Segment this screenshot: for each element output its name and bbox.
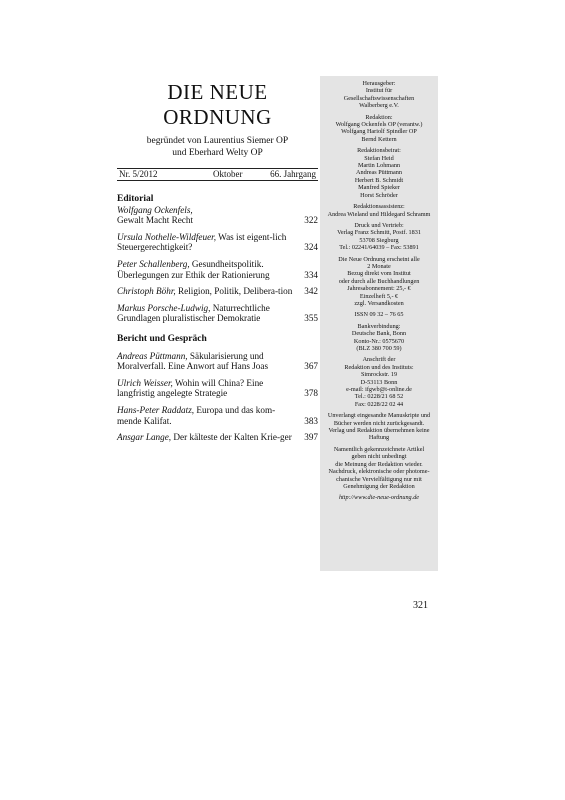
entry-title: Europa und das kom-mende Kalifat.	[117, 404, 276, 426]
board-block	[320, 147, 438, 199]
journal-title	[117, 80, 318, 130]
entry-author: Markus Porsche-Ludwig,	[117, 302, 211, 313]
imprint-line: Verlag Franz Schmitt, Postf. 1831	[337, 229, 421, 237]
entry-author: Peter Schallenberg,	[117, 258, 190, 269]
imprint-line: Simrockstr. 19	[360, 371, 398, 379]
imprint-line: oder durch alle Buchhandlungen	[338, 277, 420, 285]
entry-title: Was ist eigent-lich Steuergerechtigkeit?	[117, 231, 287, 253]
imprint-line: Nachdruck, elektronische oder photome-	[328, 468, 430, 476]
imprint-line: Genehmigung der Redaktion	[343, 482, 415, 490]
toc-entry[interactable]	[117, 378, 318, 399]
founders	[117, 136, 318, 159]
issn-block	[320, 311, 438, 318]
entry-author: Ulrich Weisser,	[117, 377, 173, 388]
title-line-2: ORDNUNG	[163, 105, 272, 129]
imprint-line: Herausgeber:	[362, 80, 396, 87]
entry-author: Andreas Püttmann,	[117, 350, 188, 361]
entry-page-number: 378	[304, 388, 318, 399]
imprint-line: e-mail: ifgwb@t-online.de	[346, 386, 412, 394]
imprint-sidebar	[320, 76, 438, 571]
imprint-line: Stefan Heid	[364, 154, 394, 162]
imprint-line: Gesellschaftswissenschaften	[343, 94, 415, 102]
entry-author: Hans-Peter Raddatz,	[117, 404, 195, 415]
imprint-line: D-53113 Bonn	[360, 378, 398, 386]
entry-page-number: 342	[304, 286, 318, 297]
imprint-line: Unverlangt eingesandte Manuskripte und	[327, 412, 431, 420]
entry-page-number: 397	[304, 432, 318, 443]
imprint-line: Bankverbindung:	[357, 322, 401, 330]
imprint-line: Herbert B. Schmidt	[354, 176, 404, 184]
address-block	[320, 356, 438, 408]
imprint-line: die Meinung der Redaktion wieder.	[335, 460, 423, 468]
imprint-line: chanische Vervielfältigung nur mit	[336, 475, 422, 483]
imprint-line: Tel.: 02241/64039 – Fax: 53891	[339, 244, 419, 252]
imprint-line: Institut für	[365, 87, 393, 95]
founders-line-1: begründet von Laurentius Siemer OP	[146, 136, 289, 146]
imprint-line: Bernd Kettern	[361, 135, 397, 143]
assistants-block	[320, 203, 438, 218]
imprint-line: Wolfgang Ockenfels OP (verantw.)	[335, 121, 423, 129]
entry-page-number: 367	[304, 361, 318, 372]
imprint-line: (BLZ 380 700 59)	[356, 345, 402, 352]
imprint-line: Andrea Wieland und Hildegard Schramm	[327, 210, 431, 218]
toc-entry[interactable]	[117, 205, 318, 226]
imprint-line: ISSN 09 32 – 76 65	[354, 311, 404, 319]
imprint-line: Walberberg e.V.	[359, 102, 399, 110]
imprint-line: Horst Schröder	[360, 191, 398, 199]
entry-page-number: 334	[304, 269, 318, 280]
imprint-line: Fax: 0228/22 02 44	[354, 400, 404, 408]
imprint-line: Namentlich gekennzeichnete Artikel	[333, 445, 425, 453]
masthead	[117, 80, 318, 159]
issue-bar	[117, 168, 318, 181]
imprint-line: Wolfgang Hariolf Spindler OP	[341, 128, 417, 136]
entry-page-number: 324	[304, 242, 318, 253]
imprint-line: Haftung	[368, 434, 390, 442]
entry-title: Naturrechtliche Grundlagen pluralistischer Demokratie	[117, 302, 270, 324]
entry-author: Ursula Nothelle-Wildfeuer,	[117, 231, 217, 242]
imprint-line: 2 Monate	[367, 262, 391, 270]
entry-title: Gewalt Macht Recht	[117, 215, 194, 226]
publisher-block	[320, 80, 438, 110]
imprint-line: Manfred Spieker	[358, 184, 400, 192]
entry-title: Wohin will China? Eine langfristig angelegte Strategie	[117, 377, 264, 399]
entry-title: Gesundheitspolitik. Überlegungen zur Ethik der Rationierung	[117, 258, 270, 280]
imprint-line: Konto-Nr.: 0575670	[353, 337, 405, 345]
section-heading: Bericht und Gespräch	[117, 333, 207, 344]
website-url[interactable]: http://www.die-neue-ordnung.de	[338, 494, 420, 502]
toc-entry[interactable]	[117, 286, 318, 297]
imprint-line: Redaktion:	[365, 113, 393, 121]
entry-page-number: 383	[304, 415, 318, 426]
entry-title: Der kälteste der Kalten Krie-ger	[171, 432, 292, 443]
imprint-line: Redaktionsbeirat:	[357, 147, 401, 155]
imprint-line: Verlag und Redaktion übernehmen keine	[328, 427, 430, 435]
imprint-line: Druck und Vertrieb:	[354, 221, 404, 229]
bank-block	[320, 323, 438, 353]
imprint-line: geben nicht unbedingt	[351, 453, 407, 461]
toc-entry[interactable]	[117, 405, 318, 426]
print-block	[320, 222, 438, 252]
editors-block	[320, 114, 438, 144]
imprint-line: Martin Lohmann	[357, 162, 401, 170]
imprint-line: zzgl. Versandkosten	[354, 299, 404, 307]
issue-month: Oktober	[213, 169, 243, 179]
page-number: 321	[413, 600, 428, 611]
imprint-line: Jahresabonnement: 25,- €	[347, 285, 411, 293]
notice-block-1	[320, 412, 438, 442]
imprint-line: Redaktion und des Instituts:	[344, 363, 414, 371]
table-of-contents	[117, 190, 318, 443]
entry-title: Säkularisierung und Moralverfall. Eine Anwort auf Hans Joas	[117, 350, 269, 372]
issue-volume: 66. Jahrgang	[270, 169, 316, 179]
imprint-line: Tel.: 0228/21 68 52	[354, 393, 404, 401]
toc-entry[interactable]	[117, 351, 318, 372]
toc-entry[interactable]	[117, 259, 318, 280]
imprint-line: Bezug direkt vom Institut	[347, 270, 411, 278]
toc-entry[interactable]	[117, 432, 318, 443]
imprint-line: Deutsche Bank, Bonn	[351, 330, 407, 338]
frequency-block	[320, 256, 438, 308]
imprint-line: Andreas Püttmann	[356, 169, 402, 177]
section-heading: Editorial	[117, 194, 154, 204]
entry-title: Religion, Politik, Delibera-tion	[175, 286, 293, 297]
entry-author: Ansgar Lange,	[117, 432, 172, 443]
entry-author: Wolfgang Ockenfels,	[117, 204, 193, 215]
entry-page-number: 322	[304, 215, 318, 226]
issue-number: Nr. 5/2012	[119, 169, 158, 179]
toc-entry[interactable]	[117, 303, 318, 324]
imprint-line: Redaktionsassistenz:	[353, 203, 405, 211]
imprint-line: Die Neue Ordnung erscheint alle	[338, 255, 420, 263]
notice-block-2	[320, 446, 438, 490]
entry-author: Christoph Böhr,	[117, 286, 176, 297]
founders-line-2: und Eberhard Welty OP	[172, 147, 263, 158]
entry-page-number: 355	[304, 313, 318, 324]
imprint-line: Anschrift der	[362, 356, 396, 364]
toc-entry[interactable]	[117, 232, 318, 253]
imprint-line: 53708 Siegburg	[359, 236, 399, 244]
imprint-line: Bücher werden nicht zurückgesandt.	[333, 419, 425, 427]
title-line-1: DIE NEUE	[167, 80, 268, 104]
imprint-line: Einzelheft 5,- €	[359, 292, 399, 300]
